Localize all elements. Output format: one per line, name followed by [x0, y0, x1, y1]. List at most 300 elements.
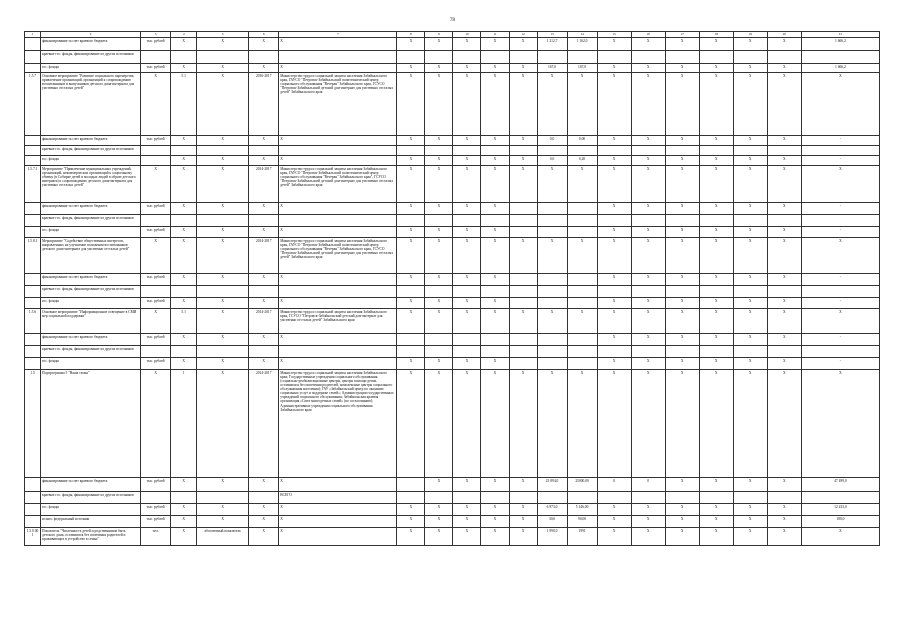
table-cell: тыс. рублей	[141, 136, 171, 146]
table-cell	[481, 492, 509, 504]
table-cell: тыс. рублей	[141, 227, 171, 238]
header-cell: 19	[733, 32, 767, 38]
table-cell: 1 162,0	[567, 38, 597, 51]
table-cell: финансирование за счет краевого бюджета	[41, 136, 141, 146]
table-cell: X	[597, 528, 631, 546]
table-cell	[425, 146, 453, 156]
table-cell: X	[171, 274, 197, 286]
table-cell: X	[481, 370, 509, 478]
table-cell: Подпрограмма 5 "Наша семья"	[41, 370, 141, 478]
table-cell: X	[699, 528, 733, 546]
table-cell: X	[397, 528, 425, 546]
table-cell	[597, 286, 631, 298]
table-cell: X	[699, 227, 733, 238]
table-cell	[397, 286, 425, 298]
table-cell: X	[425, 136, 453, 146]
table-cell: X	[141, 238, 171, 274]
table-cell: абсолютный показатель	[197, 528, 249, 546]
table-cell	[567, 203, 597, 215]
table-cell	[537, 346, 567, 358]
table-cell	[537, 298, 567, 309]
table-row	[25, 358, 880, 370]
table-cell: X	[249, 478, 279, 492]
header-cell: 18	[699, 32, 733, 38]
table-cell	[481, 346, 509, 358]
header-cell: 9	[425, 32, 453, 38]
table-cell: X	[699, 38, 733, 51]
table-cell	[537, 51, 567, 64]
table-cell: X	[631, 516, 665, 528]
table-cell: X	[397, 73, 425, 136]
table-cell: X	[597, 370, 631, 478]
table-row	[25, 38, 880, 51]
table-cell	[481, 51, 509, 64]
table-cell: X	[425, 528, 453, 546]
table-cell	[25, 227, 41, 238]
table-cell: X	[453, 166, 481, 203]
table-cell	[509, 146, 537, 156]
table-cell	[25, 334, 41, 346]
table-cell: финансирование за счет краевого бюджета	[41, 203, 141, 215]
table-cell: тыс. рублей	[141, 38, 171, 51]
table-cell: X	[665, 309, 699, 334]
table-cell: X	[767, 370, 801, 478]
table-cell: X	[279, 516, 397, 528]
table-cell	[141, 51, 171, 64]
table-cell	[197, 215, 249, 227]
table-cell: X	[597, 156, 631, 166]
table-cell: X	[481, 64, 509, 73]
table-cell: X	[249, 136, 279, 146]
table-cell: X	[631, 64, 665, 73]
table-cell: 5.1	[171, 73, 197, 136]
table-row	[25, 478, 880, 492]
table-cell: X	[197, 504, 249, 516]
table-cell	[481, 286, 509, 298]
table-cell: X	[453, 136, 481, 146]
table-cell	[597, 51, 631, 64]
table-cell	[397, 346, 425, 358]
table-cell: X	[453, 309, 481, 334]
table-cell: X	[425, 504, 453, 516]
table-cell: X	[249, 298, 279, 309]
table-cell: X	[453, 227, 481, 238]
table-cell: X	[597, 38, 631, 51]
table-cell: X	[631, 298, 665, 309]
table-cell	[597, 346, 631, 358]
header-cell: 4	[171, 32, 197, 38]
table-cell: X	[631, 38, 665, 51]
header-cell: 8	[397, 32, 425, 38]
table-cell: X	[597, 73, 631, 136]
table-cell: X	[665, 227, 699, 238]
table-cell	[733, 286, 767, 298]
table-cell	[249, 346, 279, 358]
table-cell: краевые гос. фонды, финансирование из других источников	[41, 286, 141, 298]
header-cell: 10	[453, 32, 481, 38]
table-cell: X	[699, 274, 733, 286]
table-cell: X	[509, 238, 537, 274]
table-cell	[509, 492, 537, 504]
table-cell: X	[631, 504, 665, 516]
table-cell: X	[631, 334, 665, 346]
table-cell	[631, 286, 665, 298]
table-cell	[197, 146, 249, 156]
table-cell: X	[171, 516, 197, 528]
table-cell: X	[699, 478, 733, 492]
table-cell: X	[767, 166, 801, 203]
table-cell	[141, 346, 171, 358]
table-cell: X	[249, 528, 279, 546]
table-row	[25, 166, 880, 203]
table-row	[25, 215, 880, 227]
table-cell: X	[197, 358, 249, 370]
table-cell	[567, 492, 597, 504]
table-cell: X	[425, 516, 453, 528]
table-cell: X	[397, 504, 425, 516]
table-cell: X	[279, 156, 397, 166]
table-row	[25, 370, 880, 478]
table-cell: X	[397, 516, 425, 528]
table-cell: 47 499,0	[801, 478, 879, 492]
table-cell: 1.5.0.001	[25, 528, 41, 546]
table-cell: X	[481, 309, 509, 334]
table-cell: X	[733, 370, 767, 478]
table-cell: X	[631, 166, 665, 203]
table-cell: X	[801, 73, 879, 136]
table-cell: 1.5.6	[25, 309, 41, 334]
table-cell	[25, 51, 41, 64]
table-cell: краевые гос. фонды, финансирование из других источников	[41, 146, 141, 156]
table-cell	[425, 346, 453, 358]
table-cell: гос. фонды	[41, 298, 141, 309]
table-cell	[537, 227, 567, 238]
table-cell	[665, 492, 699, 504]
table-cell: X	[453, 298, 481, 309]
table-cell: X	[279, 38, 397, 51]
table-cell: X	[425, 478, 453, 492]
table-cell: X	[249, 38, 279, 51]
table-cell: X	[171, 156, 197, 166]
table-cell: краевые гос. фонды, финансирование из других источников	[41, 51, 141, 64]
table-row	[25, 203, 880, 215]
table-cell	[509, 358, 537, 370]
table-cell: X	[481, 203, 509, 215]
table-cell: X	[171, 238, 197, 274]
table-cell	[481, 215, 509, 227]
table-cell: X	[733, 156, 767, 166]
table-cell: X	[597, 64, 631, 73]
table-cell	[141, 215, 171, 227]
table-cell: X	[197, 334, 249, 346]
header-cell: 5	[197, 32, 249, 38]
table-cell: X	[801, 238, 879, 274]
table-cell: X	[733, 203, 767, 215]
table-cell	[425, 334, 453, 346]
table-cell: X	[665, 203, 699, 215]
table-cell	[25, 492, 41, 504]
table-cell	[631, 492, 665, 504]
program-table	[24, 31, 880, 546]
header-cell: 7	[279, 32, 397, 38]
table-cell: X	[801, 528, 879, 546]
table-cell	[197, 51, 249, 64]
table-cell: X	[279, 64, 397, 73]
table-cell: X	[597, 166, 631, 203]
table-cell: X	[171, 227, 197, 238]
table-cell: X	[631, 203, 665, 215]
table-cell: X	[171, 298, 197, 309]
table-cell: тыс. рублей	[141, 203, 171, 215]
table-cell	[801, 492, 879, 504]
table-cell: X	[767, 203, 801, 215]
table-cell	[249, 286, 279, 298]
table-cell	[537, 334, 567, 346]
table-cell: X	[397, 136, 425, 146]
table-cell	[25, 346, 41, 358]
table-row	[25, 51, 880, 64]
table-cell: X	[733, 358, 767, 370]
table-cell: X	[397, 238, 425, 274]
table-cell	[767, 51, 801, 64]
table-cell: X	[141, 370, 171, 478]
table-cell: -	[801, 334, 879, 346]
table-cell	[567, 274, 597, 286]
header-cell: 1	[25, 32, 41, 38]
table-cell: X	[767, 309, 801, 334]
table-cell: X	[597, 309, 631, 334]
header-cell: 13	[537, 32, 567, 38]
table-cell: 0,00	[567, 136, 597, 146]
table-cell: X	[699, 203, 733, 215]
table-cell	[249, 51, 279, 64]
table-cell	[567, 51, 597, 64]
header-cell: 17	[665, 32, 699, 38]
table-cell: X	[733, 227, 767, 238]
table-cell: X	[665, 334, 699, 346]
table-cell	[537, 358, 567, 370]
table-cell: 12 233,0	[801, 504, 879, 516]
table-cell: X	[171, 166, 197, 203]
table-cell: X	[197, 136, 249, 146]
table-cell: X	[767, 227, 801, 238]
table-cell: X	[197, 309, 249, 334]
table-cell	[767, 286, 801, 298]
table-cell	[699, 215, 733, 227]
table-cell: X	[425, 370, 453, 478]
table-cell: финансирование за счет краевого бюджета	[41, 334, 141, 346]
table-cell: X	[597, 334, 631, 346]
table-cell: X	[279, 528, 397, 546]
table-cell	[25, 358, 41, 370]
table-cell: X	[699, 238, 733, 274]
table-cell: X	[453, 528, 481, 546]
table-cell: X	[631, 156, 665, 166]
table-cell	[665, 146, 699, 156]
table-cell	[197, 492, 249, 504]
table-cell	[567, 286, 597, 298]
table-cell: X	[665, 370, 699, 478]
table-cell	[801, 51, 879, 64]
table-row	[25, 334, 880, 346]
table-cell: X	[425, 274, 453, 286]
table-cell: X	[397, 156, 425, 166]
table-cell: 1 666,2	[801, 64, 879, 73]
table-cell	[397, 478, 425, 492]
table-cell: X	[767, 64, 801, 73]
table-cell: X	[733, 274, 767, 286]
table-cell: X	[279, 358, 397, 370]
table-cell: X	[767, 298, 801, 309]
table-cell: X	[597, 136, 631, 146]
table-cell	[425, 51, 453, 64]
table-cell: 30,0	[537, 516, 567, 528]
table-cell: X	[481, 73, 509, 136]
table-cell: гос. фонды	[41, 64, 141, 73]
table-cell	[25, 156, 41, 166]
table-cell: X	[279, 227, 397, 238]
table-row	[25, 528, 880, 546]
table-cell: X	[801, 309, 879, 334]
table-cell: 1	[171, 370, 197, 478]
table-row	[25, 73, 880, 136]
table-cell	[397, 334, 425, 346]
table-cell: X	[665, 166, 699, 203]
table-cell: гос. фонды	[41, 156, 141, 166]
table-cell: X	[733, 478, 767, 492]
table-cell: X	[665, 274, 699, 286]
table-cell: X	[249, 358, 279, 370]
table-cell: тыс. рублей	[141, 298, 171, 309]
table-cell: X	[509, 478, 537, 492]
header-cell: 2	[41, 32, 141, 38]
table-cell: X	[171, 478, 197, 492]
table-cell: X	[537, 309, 567, 334]
table-cell: -	[801, 136, 879, 146]
table-cell: X	[801, 166, 879, 203]
table-cell: X	[425, 238, 453, 274]
table-cell	[25, 516, 41, 528]
table-cell: X	[171, 203, 197, 215]
table-cell: 6 973,0	[537, 504, 567, 516]
table-cell: X	[509, 156, 537, 166]
table-cell	[25, 136, 41, 146]
table-cell	[171, 215, 197, 227]
table-cell: X	[249, 156, 279, 166]
table-cell: 1.5	[25, 370, 41, 478]
table-cell	[171, 286, 197, 298]
table-cell: X	[197, 478, 249, 492]
table-row	[25, 492, 880, 504]
header-cell: 15	[597, 32, 631, 38]
table-cell: X	[425, 166, 453, 203]
table-cell: 5.1	[171, 309, 197, 334]
table-cell: X	[733, 73, 767, 136]
table-cell: X	[509, 516, 537, 528]
table-cell	[397, 215, 425, 227]
table-cell: X	[279, 298, 397, 309]
table-cell: X	[197, 298, 249, 309]
table-cell: финансирование за счет краевого бюджета	[41, 38, 141, 51]
header-cell: 3	[141, 32, 171, 38]
table-cell: X	[197, 238, 249, 274]
table-cell: X	[733, 528, 767, 546]
table-cell: 25000,00	[567, 478, 597, 492]
table-cell: -	[801, 227, 879, 238]
table-cell	[453, 51, 481, 64]
table-cell: Мероприятие "Привлечение муниципальных учреждений, организаций, некоммерческих организаций к социальному обмену (в Собирке детей и молодых людей в образе детского интерната) к сопровождению детского дома-интерната для умственно отсталых детей"	[41, 166, 141, 203]
table-cell	[279, 146, 397, 156]
table-cell: 2014-2017	[249, 238, 279, 274]
table-cell: 1.5.7	[25, 73, 41, 136]
table-cell: X	[425, 309, 453, 334]
table-cell: X	[665, 136, 699, 146]
table-cell	[699, 346, 733, 358]
table-cell: X	[567, 166, 597, 203]
table-cell: X	[509, 370, 537, 478]
table-cell	[509, 215, 537, 227]
table-cell: X	[249, 64, 279, 73]
table-cell: X	[453, 203, 481, 215]
header-cell: 14	[567, 32, 597, 38]
table-cell: X	[453, 238, 481, 274]
table-cell: X	[425, 203, 453, 215]
table-cell: X	[537, 73, 567, 136]
header-cell: 6	[249, 32, 279, 38]
table-cell	[801, 146, 879, 156]
table-cell	[733, 492, 767, 504]
table-cell: X	[597, 504, 631, 516]
table-cell	[25, 286, 41, 298]
table-cell	[567, 334, 597, 346]
table-cell: X	[733, 136, 767, 146]
table-cell: X	[509, 166, 537, 203]
table-cell: X	[425, 64, 453, 73]
table-cell: -	[801, 156, 879, 166]
table-cell: гос. фонды	[41, 504, 141, 516]
table-cell: X	[699, 166, 733, 203]
table-cell: X	[197, 38, 249, 51]
table-cell	[197, 346, 249, 358]
table-cell: тыс. рублей	[141, 504, 171, 516]
table-row	[25, 286, 880, 298]
table-cell: -	[801, 274, 879, 286]
table-cell: X	[249, 227, 279, 238]
table-cell: X	[699, 358, 733, 370]
table-cell	[453, 334, 481, 346]
table-cell	[25, 64, 41, 73]
table-cell: X	[665, 504, 699, 516]
table-row	[25, 298, 880, 309]
table-cell: Показатель "Численность детей и родственников быть детского дома, оставшихся без попечения родителей и проживающих в устройство в семьи"	[41, 528, 141, 546]
table-row	[25, 146, 880, 156]
table-cell: X	[171, 38, 197, 51]
table-cell: X	[453, 64, 481, 73]
table-cell	[25, 38, 41, 51]
table-body	[25, 32, 880, 546]
table-cell	[537, 203, 567, 215]
table-cell	[597, 492, 631, 504]
table-cell: X	[665, 73, 699, 136]
table-cell	[279, 215, 397, 227]
table-cell: 2014-2017	[249, 309, 279, 334]
table-cell: X	[397, 309, 425, 334]
table-cell: X	[767, 156, 801, 166]
table-cell: X	[509, 64, 537, 73]
table-cell: из них: федеральный источник	[41, 516, 141, 528]
table-cell	[767, 146, 801, 156]
table-cell	[733, 51, 767, 64]
